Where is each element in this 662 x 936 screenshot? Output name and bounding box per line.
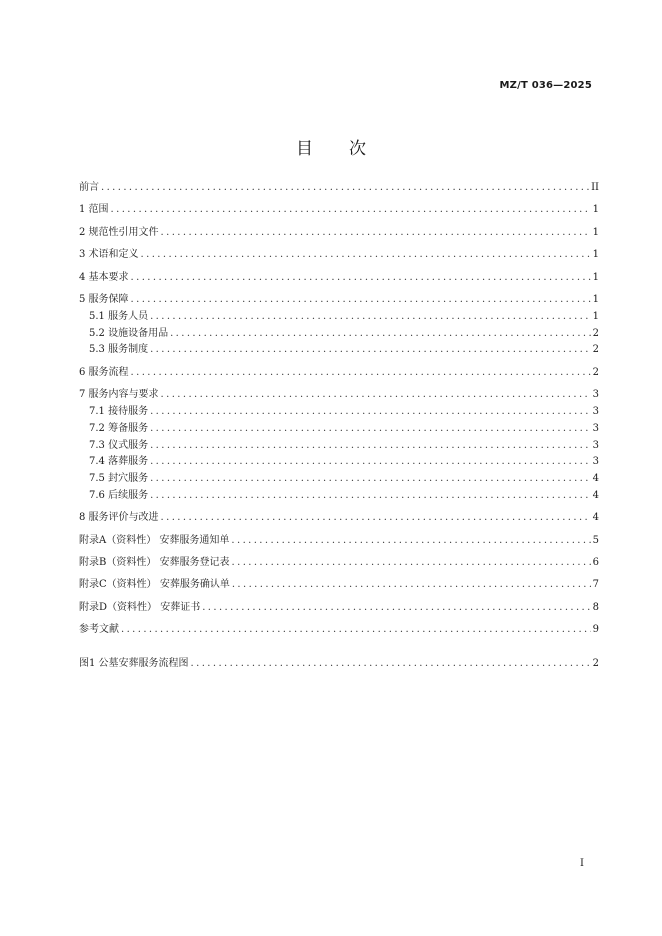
toc-page: 1 bbox=[592, 310, 599, 322]
toc-entry-appendix-c[interactable] bbox=[79, 577, 599, 594]
toc-entry-basic-requirements[interactable] bbox=[79, 270, 599, 287]
toc-entry-terms[interactable] bbox=[79, 247, 599, 264]
toc-page: 2 bbox=[592, 658, 599, 670]
leader-dots bbox=[232, 577, 591, 594]
toc-page: 1 bbox=[592, 226, 599, 238]
leader-dots bbox=[131, 292, 591, 309]
toc-page: 4 bbox=[592, 512, 599, 524]
leader-dots bbox=[202, 600, 590, 617]
leader-dots bbox=[150, 421, 591, 438]
toc-page: 7 bbox=[592, 579, 599, 591]
toc-entry-service-guarantee[interactable] bbox=[79, 292, 599, 309]
toc-entry-evaluation[interactable] bbox=[79, 510, 599, 527]
toc-page: 1 bbox=[592, 249, 599, 261]
toc-page: 3 bbox=[592, 389, 599, 401]
toc-label: 7.5 封穴服务 bbox=[89, 473, 149, 485]
leader-dots bbox=[150, 471, 591, 488]
toc-label: 6 服务流程 bbox=[79, 366, 129, 378]
title-char-1: 目 bbox=[296, 139, 313, 159]
toc-label: 7.2 筹备服务 bbox=[89, 422, 149, 434]
toc-label: 7.4 落葬服务 bbox=[89, 456, 149, 468]
toc-label: 7.1 接待服务 bbox=[89, 405, 149, 417]
leader-dots bbox=[150, 488, 591, 505]
toc-entry-normative-references[interactable] bbox=[79, 225, 599, 242]
leader-dots bbox=[101, 180, 589, 197]
toc-entry-facilities[interactable] bbox=[79, 326, 599, 343]
leader-dots bbox=[141, 247, 591, 264]
toc-entry-service-staff[interactable] bbox=[79, 309, 599, 326]
toc-entry-follow-up[interactable] bbox=[79, 488, 599, 505]
leader-dots bbox=[150, 342, 591, 359]
leader-dots bbox=[232, 555, 591, 572]
toc-label: 参考文献 bbox=[79, 624, 119, 636]
toc-label: 5 服务保障 bbox=[79, 293, 129, 305]
toc-label: 7.6 后续服务 bbox=[89, 489, 149, 501]
toc-label: 8 服务评价与改进 bbox=[79, 512, 159, 524]
toc-entry-foreword[interactable] bbox=[79, 180, 599, 197]
toc-entry-service-rules[interactable] bbox=[79, 342, 599, 359]
toc-page: II bbox=[591, 182, 599, 193]
leader-dots bbox=[121, 622, 591, 639]
toc-entry-burial[interactable] bbox=[79, 454, 599, 471]
toc-label: 1 范围 bbox=[79, 204, 109, 216]
toc-page: 1 bbox=[592, 293, 599, 305]
toc-entry-appendix-b[interactable] bbox=[79, 555, 599, 572]
leader-dots bbox=[150, 309, 591, 326]
toc-entry-appendix-a[interactable] bbox=[79, 533, 599, 550]
toc-entry-reception[interactable] bbox=[79, 404, 599, 421]
toc-label: 2 规范性引用文件 bbox=[79, 226, 159, 238]
toc-entry-preparation[interactable] bbox=[79, 421, 599, 438]
leader-dots bbox=[231, 533, 590, 550]
title-char-2: 次 bbox=[349, 139, 366, 159]
toc-label: 附录C（资料性） 安葬服务确认单 bbox=[79, 579, 230, 591]
leader-dots bbox=[131, 270, 591, 287]
toc-page: 6 bbox=[592, 557, 599, 569]
toc-page: 4 bbox=[592, 489, 599, 501]
toc-page: 3 bbox=[592, 456, 599, 468]
leader-dots bbox=[161, 387, 591, 404]
toc-label: 图1 公墓安葬服务流程图 bbox=[79, 658, 189, 670]
toc-entry-ceremony[interactable] bbox=[79, 438, 599, 455]
toc-entry-bibliography[interactable] bbox=[79, 622, 599, 639]
toc-entry-appendix-d[interactable] bbox=[79, 600, 599, 617]
toc-label: 附录B（资料性） 安葬服务登记表 bbox=[79, 557, 230, 569]
leader-dots bbox=[191, 656, 591, 673]
toc-page: 1 bbox=[592, 271, 599, 283]
toc-label: 5.1 服务人员 bbox=[89, 310, 149, 322]
toc-label: 7 服务内容与要求 bbox=[79, 389, 159, 401]
toc-label: 前言 bbox=[79, 182, 99, 193]
toc-entry-sealing[interactable] bbox=[79, 471, 599, 488]
page-title bbox=[0, 134, 662, 159]
toc-page: 3 bbox=[592, 422, 599, 434]
leader-dots bbox=[161, 510, 591, 527]
toc-label: 4 基本要求 bbox=[79, 271, 129, 283]
page-number: I bbox=[580, 858, 584, 869]
toc-page: 3 bbox=[592, 439, 599, 451]
leader-dots bbox=[150, 404, 591, 421]
leader-dots bbox=[111, 202, 591, 219]
toc-page: 1 bbox=[592, 204, 599, 216]
toc-page: 3 bbox=[592, 405, 599, 417]
toc-label: 附录D（资料性） 安葬证书 bbox=[79, 601, 201, 613]
toc-label: 附录A（资料性） 安葬服务通知单 bbox=[79, 534, 230, 546]
toc-page: 4 bbox=[592, 473, 599, 485]
toc-page: 2 bbox=[592, 327, 599, 339]
leader-dots bbox=[161, 225, 591, 242]
leader-dots bbox=[131, 365, 591, 382]
toc-page: 2 bbox=[592, 366, 599, 378]
toc-page: 2 bbox=[592, 344, 599, 356]
toc-label: 5.3 服务制度 bbox=[89, 344, 149, 356]
toc-label: 5.2 设施设备用品 bbox=[89, 327, 169, 339]
toc-entry-service-process[interactable] bbox=[79, 365, 599, 382]
toc-entry-figure-1[interactable] bbox=[79, 656, 599, 673]
toc-entry-scope[interactable] bbox=[79, 202, 599, 219]
table-of-contents bbox=[79, 180, 599, 673]
leader-dots bbox=[150, 454, 591, 471]
leader-dots bbox=[150, 438, 591, 455]
leader-dots bbox=[170, 326, 591, 343]
document-code: MZ/T 036—2025 bbox=[499, 80, 592, 91]
toc-label: 7.3 仪式服务 bbox=[89, 439, 149, 451]
toc-page: 5 bbox=[592, 534, 599, 546]
toc-page: 8 bbox=[592, 601, 599, 613]
toc-entry-service-content[interactable] bbox=[79, 387, 599, 404]
toc-label: 3 术语和定义 bbox=[79, 249, 139, 261]
toc-page: 9 bbox=[592, 624, 599, 636]
